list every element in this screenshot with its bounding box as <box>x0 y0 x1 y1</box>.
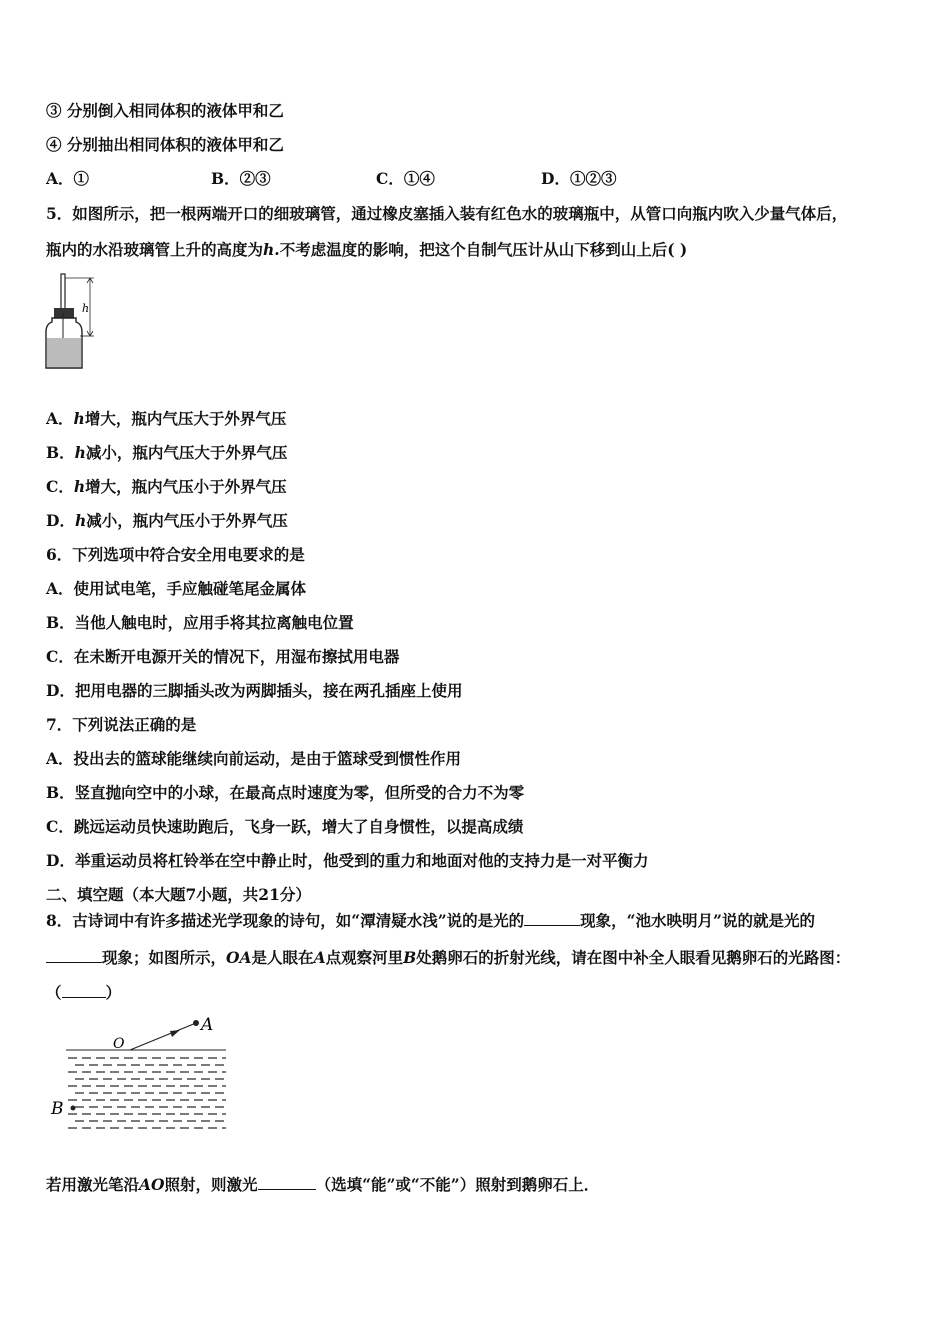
q7-stem: 7．下列说法正确的是 <box>46 715 197 734</box>
q7-option-b: B．竖直抛向空中的小球，在最高点时速度为零，但所受的合力不为零 <box>46 783 525 802</box>
q8-line-4: 若用激光笔沿AO照射，则激光 （选填“能”或“不能”）照射到鹅卵石上． <box>46 1175 600 1194</box>
a-label: A <box>201 1015 214 1035</box>
q6-stem: 6．下列选项中符合安全用电要求的是 <box>46 545 305 564</box>
answer-blank[interactable] <box>62 983 106 998</box>
q6-option-c: C．在未断开电源开关的情况下，用湿布擦拭用电器 <box>46 647 400 666</box>
q5-stem-1: 5．如图所示，把一根两端开口的细玻璃管，通过橡皮塞插入装有红色水的玻璃瓶中，从管口向瓶内吹入少量气体后， <box>46 204 848 223</box>
q5-option-d: D．h减小，瓶内气压小于外界气压 <box>46 511 288 530</box>
q8-line-1: 8．古诗词中有许多描述光学现象的诗句，如“潭清疑水浅”说的是光的 现象，“池水映明月”说的就是光的 <box>46 911 815 930</box>
q7-option-a: A．投出去的篮球能继续向前运动，是由于篮球受到惯性作用 <box>46 749 462 768</box>
q6-option-a: A．使用试电笔，手应触碰笔尾金属体 <box>46 579 307 598</box>
q4-option-c: C．①④ <box>376 169 435 188</box>
refraction-figure <box>48 1012 233 1142</box>
q7-option-d: D．举重运动员将杠铃举在空中静止时，他受到的重力和地面对他的支持力是一对平衡力 <box>46 851 649 870</box>
answer-blank[interactable] <box>524 911 580 926</box>
q7-option-c: C．跳远运动员快速助跑后，飞身一跃，增大了自身惯性，以提高成绩 <box>46 817 524 836</box>
var-h: h <box>263 240 275 259</box>
q4-option-d: D．①②③ <box>541 169 617 188</box>
q5-option-b: B．h减小，瓶内气压大于外界气压 <box>46 443 288 462</box>
option-line-3: ③ 分别倒入相同体积的液体甲和乙 <box>46 101 284 120</box>
q6-option-d: D．把用电器的三脚插头改为两脚插头，接在两孔插座上使用 <box>46 681 463 700</box>
answer-blank[interactable] <box>46 948 102 963</box>
q4-option-b: B．②③ <box>211 169 271 188</box>
q6-option-b: B．当他人触电时，应用手将其拉离触电位置 <box>46 613 354 632</box>
q4-option-a: A．① <box>46 169 90 188</box>
q5-stem-2: 瓶内的水沿玻璃管上升的高度为h.不考虑温度的影响，把这个自制气压计从山下移到山上后( ) <box>46 240 688 259</box>
q8-line-3: （ ） <box>46 983 122 1002</box>
h-label: h <box>82 302 90 315</box>
section-title: 二、填空题（本大题7小题，共21分） <box>46 885 311 904</box>
b-label: B <box>51 1099 64 1119</box>
bottle-barometer-figure <box>42 270 112 380</box>
q5-option-c: C．h增大，瓶内气压小于外界气压 <box>46 477 287 496</box>
option-line-4: ④ 分别抽出相同体积的液体甲和乙 <box>46 135 284 154</box>
q5-option-a: A．h增大，瓶内气压大于外界气压 <box>46 409 287 428</box>
answer-blank[interactable] <box>258 1175 316 1190</box>
o-label: O <box>113 1036 125 1052</box>
q8-line-2: 现象；如图所示，OA是人眼在A点观察河里B处鹅卵石的折射光线，请在图中补全人眼看见鹅卵石的光路图： <box>46 948 850 968</box>
